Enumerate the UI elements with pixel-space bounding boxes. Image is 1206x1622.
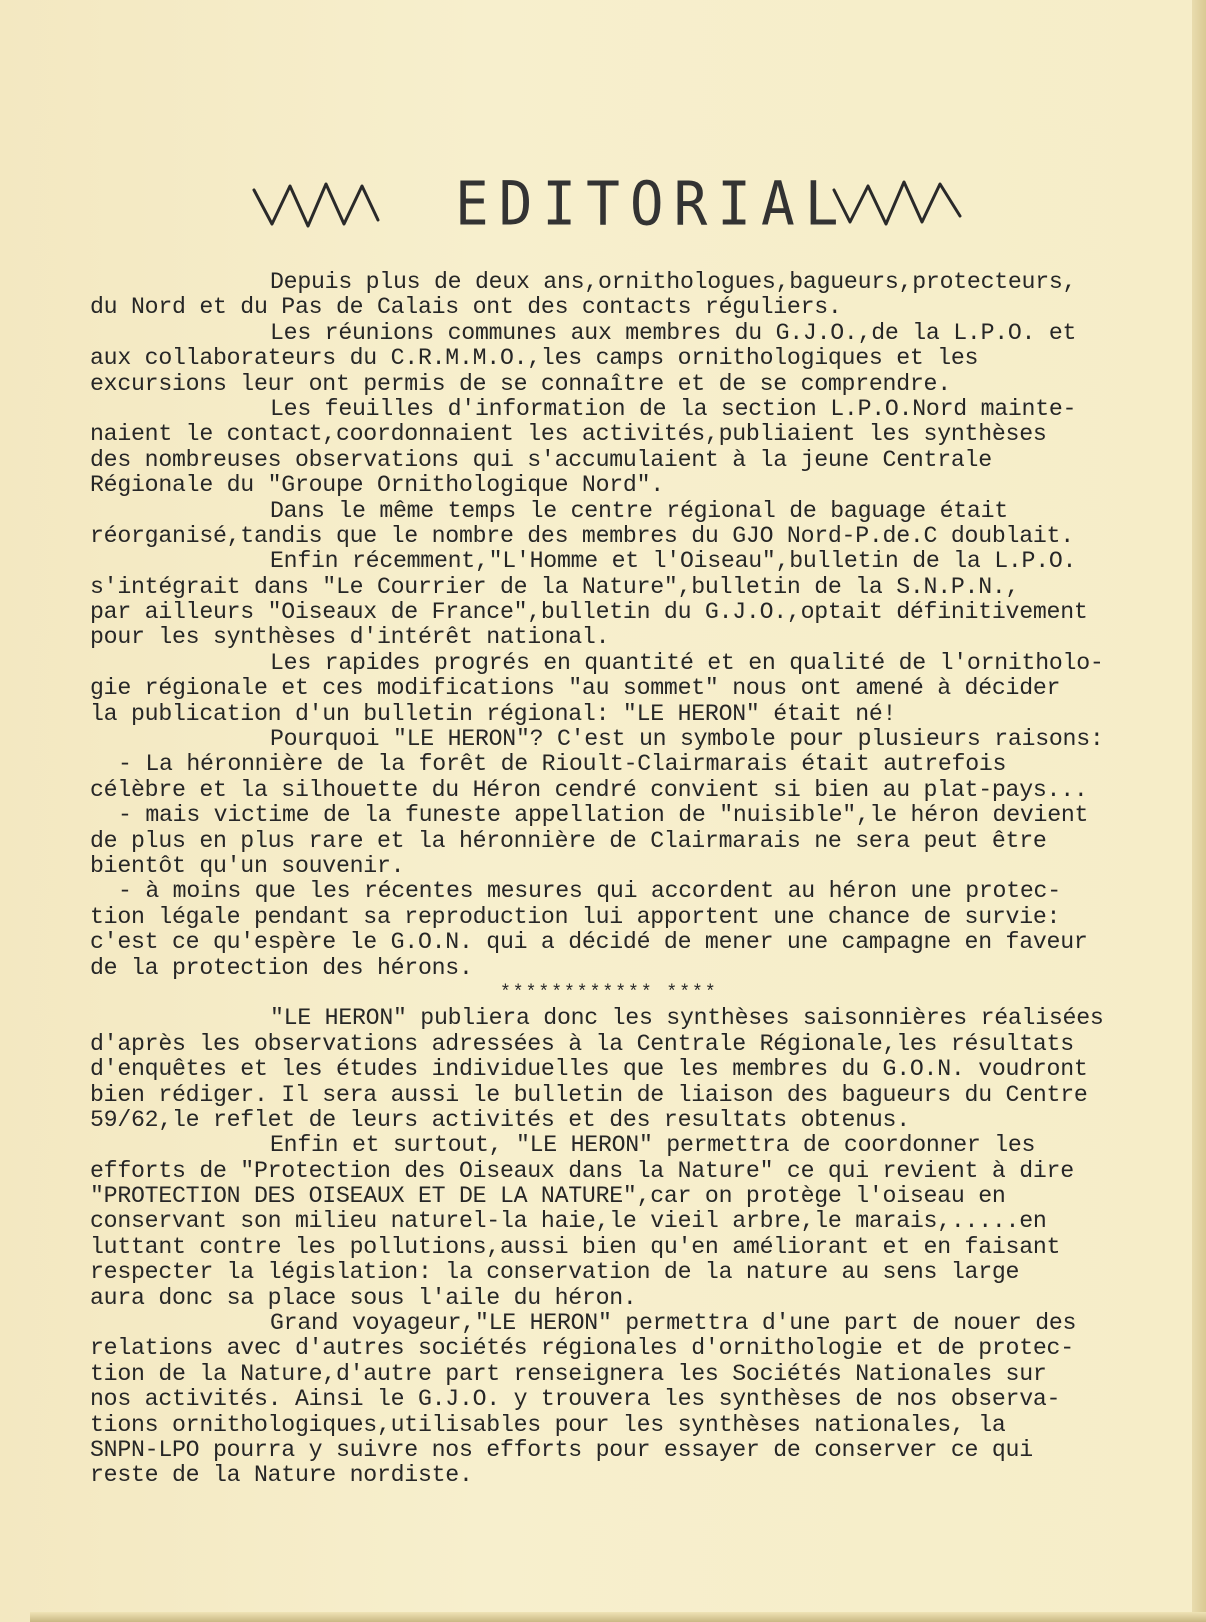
text-line: s'intégrait dans "Le Courrier de la Nature",bulletin de la S.N.P.N., [90,573,1020,600]
text-line: 59/62,le reflet de leurs activités et des resultats obtenus. [90,1106,910,1133]
text-line: Enfin récemment,"L'Homme et l'Oiseau",bulletin de la L.P.O. [270,548,1077,575]
editorial-body [90,270,1190,1489]
text-line: efforts de "Protection des Oiseaux dans la Nature" ce qui revient à dire [90,1157,1074,1184]
wave-ornament-left [250,176,400,236]
text-line: Les feuilles d'information de la section L.P.O.Nord mainte- [270,395,1077,422]
text-line: - La héronnière de la forêt de Rioult-Clairmarais était autrefois [118,751,1007,778]
text-line: conservant son milieu naturel-la haie,le vieil arbre,le marais,.....en [90,1208,1047,1235]
text-line: - mais victime de la funeste appellation de "nuisible",le héron devient [118,802,1089,829]
text-line: tions ornithologiques,utilisables pour les synthèses nationales, la [90,1411,1006,1438]
text-line: de plus en plus rare et la héronnière de Clairmarais ne sera peut être [90,827,1047,854]
editorial-heading [240,168,980,248]
text-line: du Nord et du Pas de Calais ont des contacts réguliers. [90,294,842,321]
text-line: tion légale pendant sa reproduction lui apportent une chance de survie: [90,903,1061,930]
text-line: Enfin et surtout, "LE HERON" permettra de coordonner les [270,1132,1036,1159]
text-line: d'enquêtes et les études individuelles que les membres du G.O.N. voudront [90,1056,1088,1083]
text-line: Depuis plus de deux ans,ornithologues,bagueurs,protecteurs, [270,269,1077,295]
wave-ornament-right [830,176,980,236]
text-line: - à moins que les récentes mesures qui accordent au héron une protec- [118,878,1061,905]
text-line: Régionale du "Groupe Ornithologique Nord". [90,472,664,499]
page-title: EDITORIAL [455,169,849,240]
text-line: gie régionale et ces modifications "au sommet" nous ont amené à décider [90,675,1061,702]
text-line: "PROTECTION DES OISEAUX ET DE LA NATURE",car on protège l'oiseau en [90,1183,1006,1210]
text-line: Grand voyageur,"LE HERON" permettra d'une part de nouer des [270,1310,1077,1337]
text-line: aux collaborateurs du C.R.M.M.O.,les camps ornithologiques et les [90,345,979,372]
text-line: Pourquoi "LE HERON"? C'est un symbole pour plusieurs raisons: [270,726,1104,753]
text-line: bien rédiger. Il sera aussi le bulletin de liaison des bagueurs du Centre [90,1081,1088,1108]
text-line: excursions leur ont permis de se connaître et de se comprendre. [90,370,951,397]
text-line: célèbre et la silhouette du Héron cendré convient si bien au plat-pays... [90,776,1088,803]
text-line: Les réunions communes aux membres du G.J.O.,de la L.P.O. et [270,319,1077,346]
text-line: aura donc sa place sous l'aile du héron. [90,1284,637,1311]
text-line: SNPN-LPO pourra y suivre nos efforts pour essayer de conserver ce qui [90,1436,1033,1463]
text-line: reste de la Nature nordiste. [90,1462,473,1489]
text-line: luttant contre les pollutions,aussi bien qu'en améliorant et en faisant [90,1233,1061,1260]
text-line: naient le contact,coordonnaient les activités,publiaient les synthèses [90,421,1047,448]
text-line: par ailleurs "Oiseaux de France",bulletin du G.J.O.,optait définitivement [90,599,1088,626]
section-separator: ************ **** [500,982,718,1003]
text-line: Dans le même temps le centre régional de baguage était [270,497,1008,524]
text-line: d'après les observations adressées à la Centrale Régionale,les résultats [90,1030,1074,1057]
text-line: Les rapides progrés en quantité et en qualité de l'ornitholo- [270,649,1104,676]
paper-edge-bottom [30,1612,1206,1622]
paper-edge [1192,0,1206,1622]
text-line: relations avec d'autres sociétés régionales d'ornithologie et de protec- [90,1335,1074,1362]
text-line: de la protection des hérons. [90,954,473,981]
text-line: réorganisé,tandis que le nombre des membres du GJO Nord-P.de.C doublait. [90,522,1074,549]
text-line: tion de la Nature,d'autre part renseignera les Sociétés Nationales sur [90,1360,1047,1387]
text-line: c'est ce qu'espère le G.O.N. qui a décidé de mener une campagne en faveur [90,929,1088,956]
text-line: bientôt qu'un souvenir. [90,852,405,879]
text-line: respecter la législation: la conservation de la nature au sens large [90,1259,1020,1286]
text-line: des nombreuses observations qui s'accumulaient à la jeune Centrale [90,446,992,473]
text-line: pour les synthèses d'intérêt national. [90,624,610,651]
text-line: nos activités. Ainsi le G.J.O. y trouvera les synthèses de nos observa- [90,1386,1061,1413]
text-line: la publication d'un bulletin régional: "LE HERON" était né! [90,700,897,727]
text-line: "LE HERON" publiera donc les synthèses saisonnières réalisées [270,1005,1104,1032]
